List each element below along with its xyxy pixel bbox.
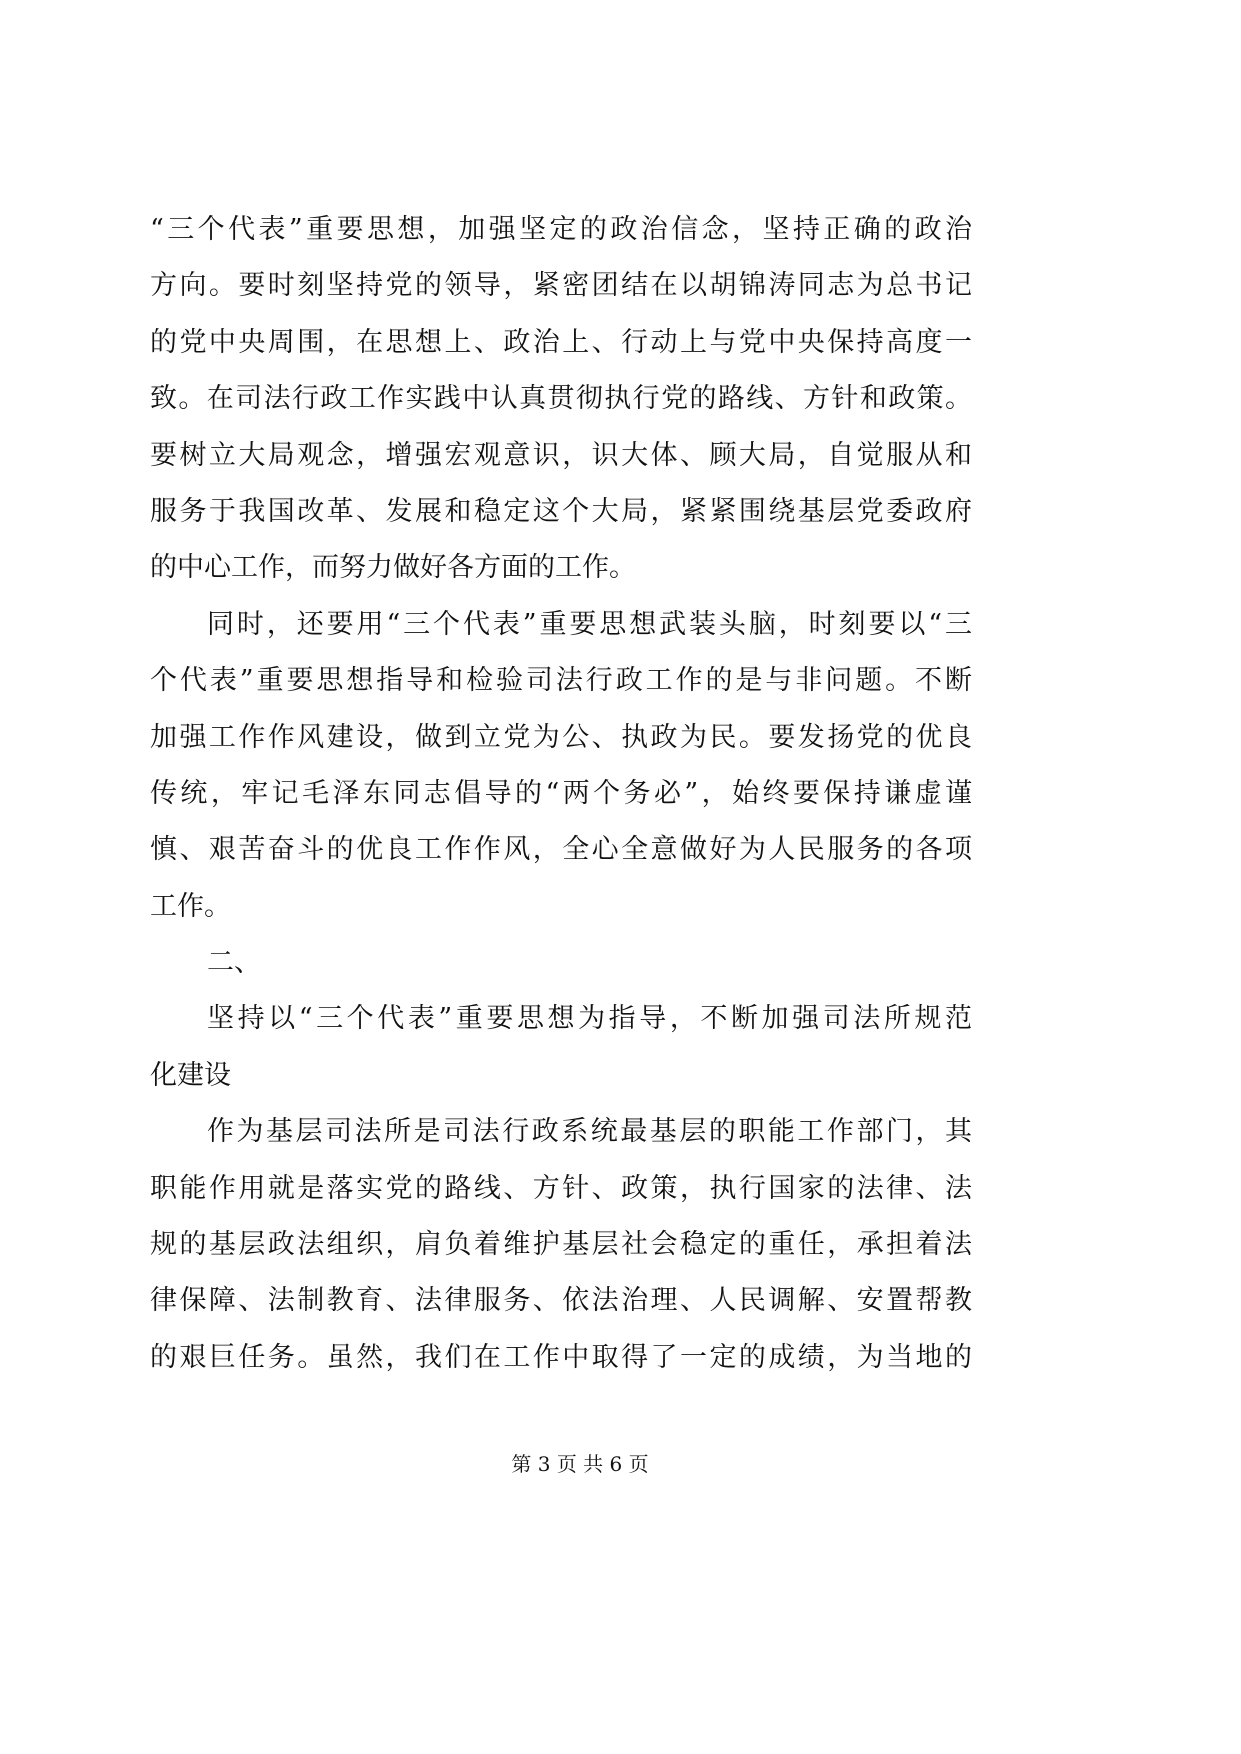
text-line: 慎、艰苦奋斗的优良工作作风，全心全意做好为人民服务的各项	[150, 834, 972, 866]
text-line: 化建设	[150, 1059, 231, 1091]
text-line: 职能作用就是落实党的路线、方针、政策，执行国家的法律、法	[150, 1172, 972, 1204]
text-line: 律保障、法制教育、法律服务、依法治理、人民调解、安置帮教	[150, 1285, 972, 1317]
text-line: 服务于我国改革、发展和稳定这个大局，紧紧围绕基层党委政府	[150, 495, 972, 527]
text-line: 要树立大局观念，增强宏观意识，识大体、顾大局，自觉服从和	[150, 439, 972, 471]
text-line: 个代表”重要思想指导和检验司法行政工作的是与非问题。不断	[150, 665, 972, 697]
page-footer: 第 3 页 共 6 页	[511, 1452, 649, 1476]
document-body	[150, 202, 972, 1386]
text-line: “三个代表”重要思想，加强坚定的政治信念，坚持正确的政治	[150, 214, 972, 245]
text-line: 的党中央周围，在思想上、政治上、行动上与党中央保持高度一	[150, 326, 972, 358]
text-line: 的艰巨任务。虽然，我们在工作中取得了一定的成绩，为当地的	[150, 1341, 972, 1373]
text-line: 规的基层政法组织，肩负着维护基层社会稳定的重任，承担着法	[150, 1229, 972, 1261]
text-line: 加强工作作风建设，做到立党为公、执政为民。要发扬党的优良	[150, 721, 972, 753]
text-line: 同时，还要用“三个代表”重要思想武装头脑，时刻要以“三	[207, 608, 972, 640]
text-line: 的中心工作，而努力做好各方面的工作。	[150, 552, 636, 584]
text-line: 致。在司法行政工作实践中认真贯彻执行党的路线、方针和政策。	[150, 383, 972, 415]
text-line: 工作。	[150, 890, 231, 922]
text-line: 二、	[207, 947, 261, 979]
text-line: 方向。要时刻坚持党的领导，紧密团结在以胡锦涛同志为总书记	[150, 270, 972, 302]
text-line: 传统，牢记毛泽东同志倡导的“两个务必”，始终要保持谦虚谨	[150, 777, 972, 809]
text-line: 作为基层司法所是司法行政系统最基层的职能工作部门，其	[207, 1116, 972, 1148]
text-line: 坚持以“三个代表”重要思想为指导，不断加强司法所规范	[207, 1003, 972, 1035]
